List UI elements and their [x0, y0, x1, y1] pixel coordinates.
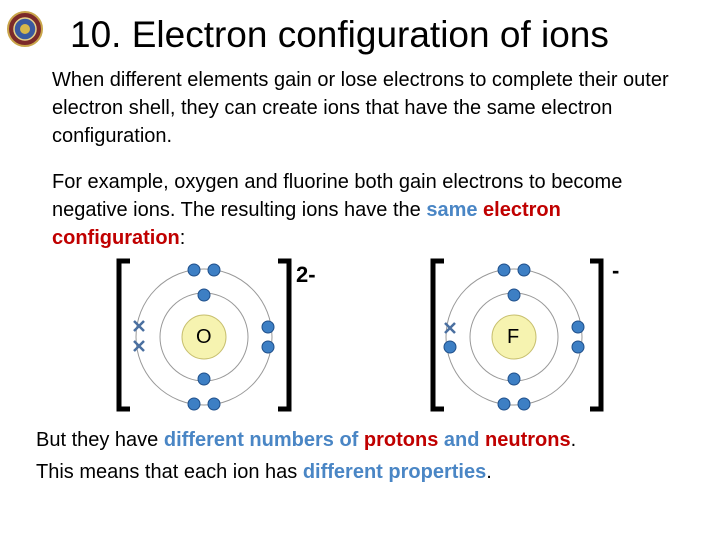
highlight-protons: protons [363, 429, 439, 451]
conclusion-line-1: But they have different numbers of protons and neutrons. [36, 429, 577, 451]
fluorine-symbol: F [507, 326, 520, 348]
slide-title: 10. Electron configuration of ions [70, 14, 609, 55]
highlight-electron-configuration: electron configuration [52, 199, 561, 249]
highlight-neutrons: neutrons [485, 429, 571, 451]
school-crest-icon [6, 10, 44, 48]
left-bracket [119, 261, 130, 409]
highlight-different-numbers: different numbers of [163, 429, 359, 451]
ion-diagrams [100, 255, 620, 415]
left-bracket [433, 261, 444, 409]
highlight-same: same [426, 199, 478, 221]
intro-paragraph: When different elements gain or lose electrons to complete their outer electron shell, they can create ions that have the same electron configuration. [52, 69, 669, 147]
oxygen-symbol: O [196, 326, 212, 348]
oxygen-charge: 2- [296, 262, 316, 287]
right-bracket [278, 261, 289, 409]
example-paragraph: For example, oxygen and fluorine both gain electrons to become negative ions. The resulting ions have the same electron configuration: [52, 171, 623, 249]
highlight-and: and [443, 429, 480, 451]
right-bracket [590, 261, 601, 409]
example-text: For example, oxygen and fluorine both gain electrons to become negative ions. The resulting ions have the [52, 171, 623, 221]
gained-electrons [134, 321, 144, 351]
highlight-different-properties: different properties [302, 461, 487, 483]
conclusion-paragraph [36, 424, 716, 488]
conclusion-line-2: This means that each ion has different properties. [36, 461, 492, 483]
fluorine-charge: - [612, 258, 620, 283]
